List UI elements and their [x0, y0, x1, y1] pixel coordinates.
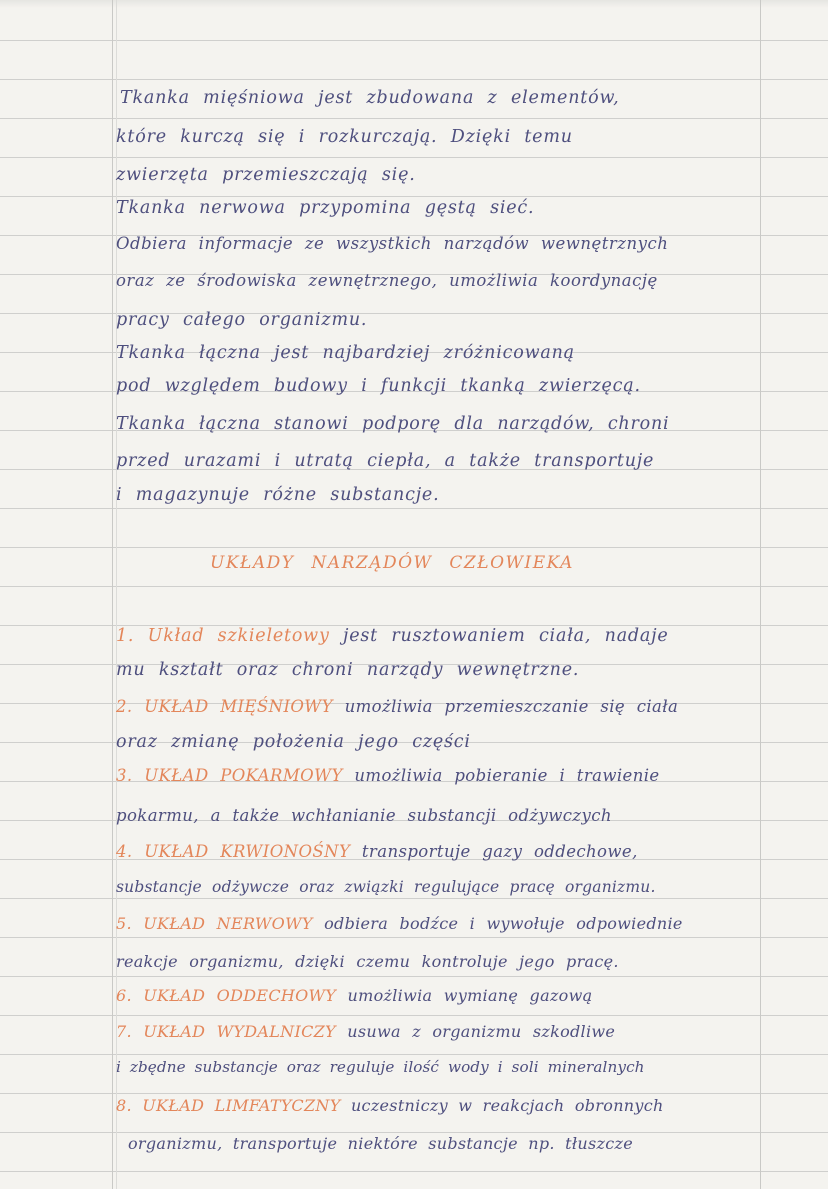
system-line: [116, 766, 660, 785]
right-margin-line: [760, 0, 761, 1189]
system-text: mu kształt oraz chroni narządy wewnętrzne.: [116, 660, 580, 680]
system-text: i zbędne substancje oraz reguluje ilość wody i soli mineralnych: [116, 1058, 645, 1076]
system-line: [116, 660, 579, 680]
system-line: [116, 1096, 664, 1115]
system-text: usuwa z organizmu szkodliwe: [335, 1022, 616, 1041]
system-text: pokarmu, a także wchłanianie substancji odżywczych: [116, 806, 612, 825]
system-title: 3. UKŁAD POKARMOWY: [116, 766, 343, 785]
system-text: umożliwia przemieszczanie się ciała: [332, 697, 679, 716]
system-line: [116, 1022, 615, 1041]
system-line: [116, 806, 612, 825]
system-line: [116, 732, 471, 752]
note-line: pracy całego organizmu.: [116, 310, 368, 330]
note-line: które kurczą się i rozkurczają. Dzięki temu: [116, 127, 573, 147]
system-text: reakcje organizmu, dzięki czemu kontroluje jego pracę.: [116, 952, 619, 971]
note-line: Tkanka nerwowa przypomina gęstą sieć.: [116, 198, 535, 218]
system-line: [116, 986, 592, 1005]
system-title: 4. UKŁAD KRWIONOŚNY: [116, 842, 351, 861]
system-text: substancje odżywcze oraz związki regulujące pracę organizmu.: [116, 878, 656, 896]
system-line: [128, 1134, 633, 1153]
note-line: Odbiera informacje ze wszystkich narządów wewnętrznych: [116, 234, 669, 253]
system-text: odbiera bodźce i wywołuje odpowiednie: [312, 914, 683, 933]
system-title: 6. UKŁAD ODDECHOWY: [116, 986, 337, 1005]
system-text: transportuje gazy oddechowe,: [350, 842, 638, 861]
system-line: [116, 626, 669, 646]
system-line: [116, 914, 683, 933]
system-title: 8. UKŁAD LIMFATYCZNY: [116, 1096, 341, 1115]
system-line: [116, 952, 619, 971]
system-title: 2. UKŁAD MIĘŚNIOWY: [116, 697, 333, 716]
system-text: uczestniczy w reakcjach obronnych: [340, 1096, 664, 1115]
system-title: 7. UKŁAD WYDALNICZY: [116, 1022, 336, 1041]
system-title: 5. UKŁAD NERWOWY: [116, 914, 313, 933]
system-line: [116, 842, 638, 861]
note-line: zwierzęta przemieszczają się.: [116, 165, 416, 185]
system-line: [116, 878, 656, 896]
note-line: i magazynuje różne substancje.: [116, 485, 440, 505]
note-line: Tkanka łączna jest najbardziej zróżnicowaną: [116, 343, 575, 363]
system-text: umożliwia wymianę gazową: [336, 986, 593, 1005]
system-line: [116, 697, 678, 716]
note-line: oraz ze środowiska zewnętrznego, umożliwia koordynację: [116, 271, 658, 290]
system-title: 1. Układ szkieletowy: [116, 626, 330, 646]
system-text: organizmu, transportuje niektóre substancje np. tłuszcze: [128, 1134, 633, 1153]
note-line: Tkanka mięśniowa jest zbudowana z elementów,: [120, 88, 620, 108]
note-line: pod względem budowy i funkcji tkanką zwierzęcą.: [116, 376, 641, 396]
page-top-shadow: [0, 0, 828, 8]
system-text: umożliwia pobieranie i trawienie: [342, 766, 660, 785]
system-line: [116, 1058, 645, 1076]
note-line: przed urazami i utratą ciepła, a także transportuje: [116, 451, 655, 471]
section-heading: UKŁADY NARZĄDÓW CZŁOWIEKA: [210, 553, 574, 573]
system-text: oraz zmianę położenia jego części: [116, 732, 471, 752]
left-margin-line: [112, 0, 113, 1189]
system-text: jest rusztowaniem ciała, nadaje: [329, 626, 669, 646]
note-line: Tkanka łączna stanowi podporę dla narządów, chroni: [116, 414, 670, 434]
